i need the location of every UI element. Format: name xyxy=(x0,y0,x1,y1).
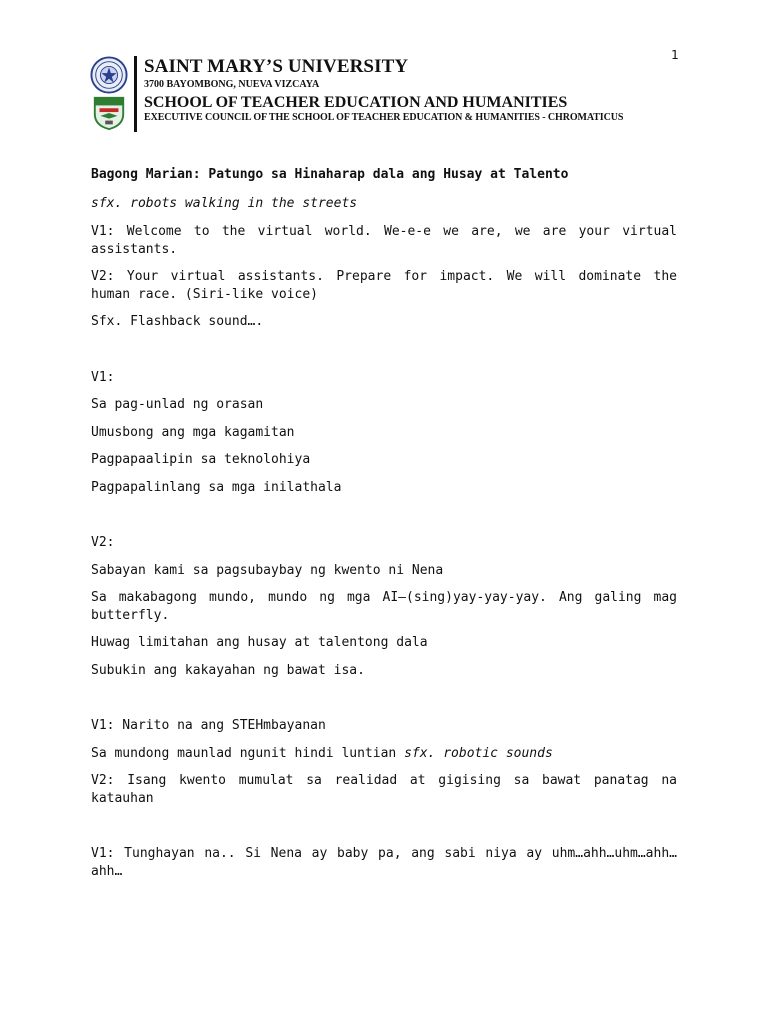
letterhead-text xyxy=(144,56,704,124)
mundong-line xyxy=(91,745,677,763)
v1-verse-line: Umusbong ang mga kagamitan xyxy=(91,424,295,440)
v1-narito-line: V1: Narito na ang STEHmbayanan xyxy=(91,718,326,733)
mundong-text: Sa mundong maunlad ngunit hindi luntian xyxy=(91,745,405,761)
v1-verse-line: Pagpapalinlang sa mga inilathala xyxy=(91,479,342,495)
v2-verse-line: Sabayan kami sa pagsubaybay ng kwento ni Nena xyxy=(91,562,444,578)
university-address: 3700 BAYOMBONG, NUEVA VIZCAYA xyxy=(144,79,320,90)
v1-label: V1: xyxy=(91,369,115,385)
sfx-robotic: sfx. robotic sounds xyxy=(404,745,553,761)
council-name: EXECUTIVE COUNCIL OF THE SCHOOL OF TEACHER EDUCATION & HUMANITIES - CHROMATICUS xyxy=(144,112,624,123)
letterhead-divider xyxy=(134,56,137,132)
v2-assistants-line: V2: Your virtual assistants. Prepare for impact. We will dominate the human race. (Siri-like voice) xyxy=(91,269,685,302)
v1-verse-line: Sa pag-unlad ng orasan xyxy=(91,397,264,412)
sfx-flashback: Sfx. Flashback sound…. xyxy=(91,314,264,329)
letterhead-logos xyxy=(88,56,130,131)
v2-label: V2: xyxy=(91,535,115,550)
university-name: SAINT MARY’S UNIVERSITY xyxy=(144,56,409,77)
v2-verse-line: Subukin ang kakayahan ng bawat isa. xyxy=(91,662,365,678)
university-seal-icon xyxy=(90,56,128,94)
script-body xyxy=(91,166,685,880)
v1-welcome-line: V1: Welcome to the virtual world. We-e-e we are, we are your virtual assistants. xyxy=(91,224,685,257)
v2-kwento-line: V2: Isang kwento mumulat sa realidad at gigising sa bawat panatag na katauhan xyxy=(91,773,685,806)
sfx-opening: sfx. robots walking in the streets xyxy=(91,195,358,211)
school-crest-icon xyxy=(90,95,128,131)
page-number: 1 xyxy=(671,48,679,62)
v1-tunghayan-line: V1: Tunghayan na.. Si Nena ay baby pa, ang sabi niya ay uhm…ahh…uhm…ahh…ahh… xyxy=(91,846,677,879)
v2-verse-line: Huwag limitahan ang husay at talentong dala xyxy=(91,635,428,650)
v1-verse-line: Pagpapaalipin sa teknolohiya xyxy=(91,452,311,467)
school-name: SCHOOL OF TEACHER EDUCATION AND HUMANITIES xyxy=(144,94,568,111)
script-title: Bagong Marian: Patungo sa Hinaharap dala ang Husay at Talento xyxy=(91,167,569,182)
v2-verse-line: Sa makabagong mundo, mundo ng mga AI—(sing)yay-yay-yay. Ang galing mag butterfly. xyxy=(91,590,685,623)
letterhead xyxy=(88,56,688,134)
